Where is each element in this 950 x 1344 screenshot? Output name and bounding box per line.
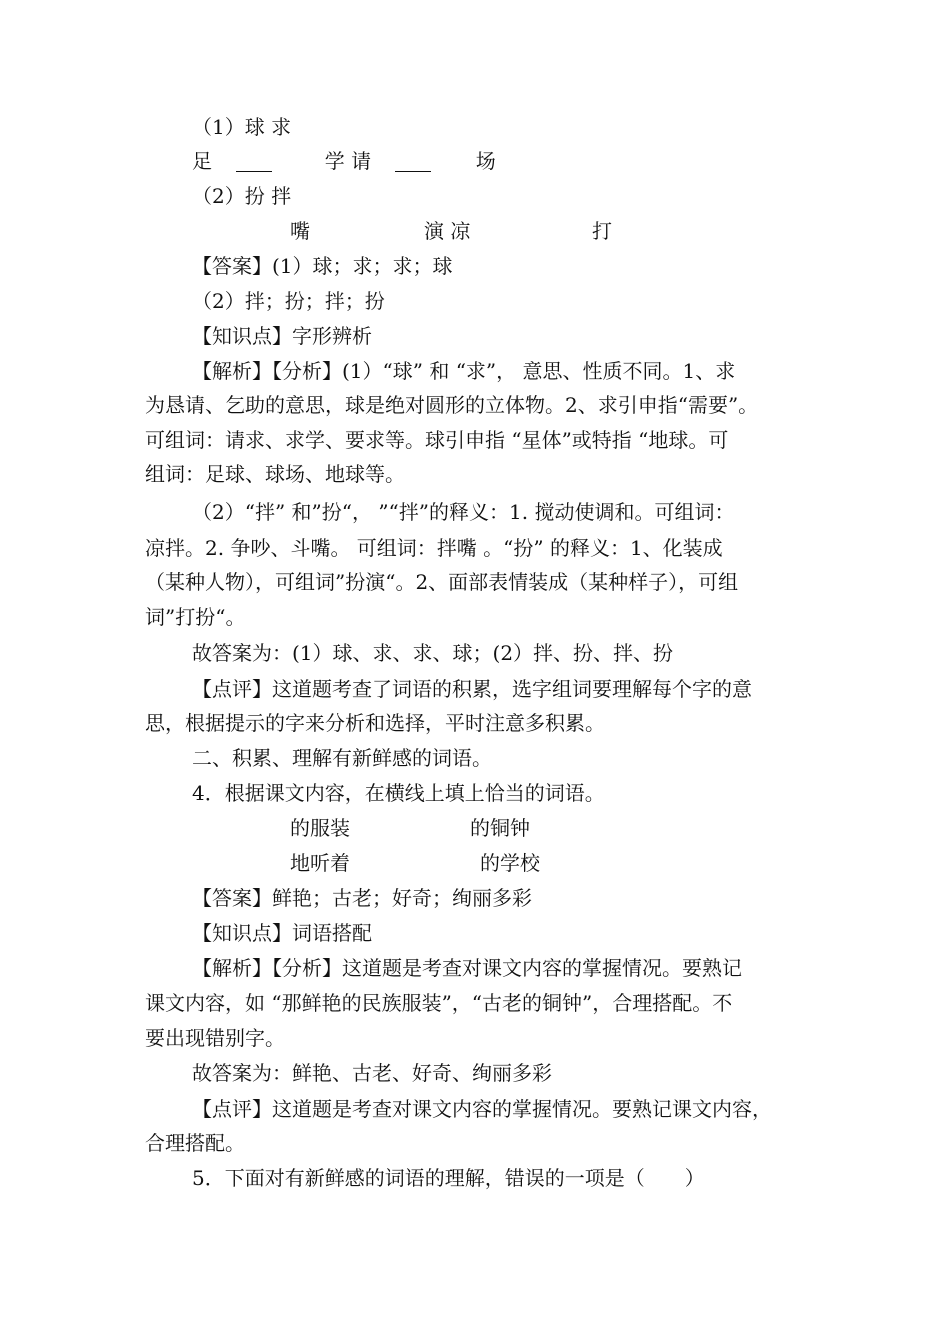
q4-title: 4．根据课文内容，在横线上填上恰当的词语。 <box>192 781 605 805</box>
q5-title: 5．下面对有新鲜感的词语的理解，错误的一项是（ ） <box>192 1166 705 1190</box>
fill-blank[interactable] <box>236 151 272 172</box>
q4-final-answer: 故答案为：鲜艳、古老、好奇、绚丽多彩 <box>192 1061 552 1085</box>
q3-analysis-line: 组词：足球、球场、地球等。 <box>145 462 405 486</box>
q3-part1-word-b: 学 请 <box>324 149 372 173</box>
q4-answer: 【答案】鲜艳；古老；好奇；绚丽多彩 <box>192 886 532 910</box>
q4-word: 地听着 <box>290 851 350 875</box>
q3-part1-word-a: 足 <box>192 149 212 173</box>
q4-knowledge: 【知识点】词语搭配 <box>192 921 372 945</box>
q3-part2-label: （2）扮 拌 <box>192 184 292 208</box>
fill-blank[interactable] <box>395 151 431 172</box>
q4-comment-line: 合理搭配。 <box>145 1131 245 1155</box>
q4-comment-line: 【点评】这道题是考查对课文内容的掌握情况。要熟记课文内容， <box>192 1097 772 1121</box>
q4-word: 的服装 <box>290 816 350 840</box>
q4-analysis-line: 【解析】【分析】这道题是考查对课文内容的掌握情况。要熟记 <box>192 956 742 980</box>
section-heading: 二、积累、理解有新鲜感的词语。 <box>192 746 492 770</box>
q4-analysis-line: 课文内容，如 “那鲜艳的民族服装”，“古老的铜钟”，合理搭配。不 <box>145 991 733 1015</box>
q3-part2-word-c: 打 <box>592 219 612 243</box>
q3-answer-1: 【答案】(1）球；求；求；球 <box>192 254 453 278</box>
q3-analysis-line: 凉拌。2. 争吵、斗嘴。 可组词：拌嘴 。“扮” 的释义：1、化装成 <box>145 536 723 560</box>
q3-analysis-line: （2）“拌” 和”扮“， ”“拌”的释义：1. 搅动使调和。可组词： <box>192 500 735 524</box>
q3-part1-word-c: 场 <box>475 149 496 173</box>
q4-word: 的学校 <box>480 851 540 875</box>
q3-comment-line: 【点评】这道题考查了词语的积累，选字组词要理解每个字的意 <box>192 677 752 701</box>
q3-part1-label: （1）球 求 <box>192 115 292 139</box>
q3-answer-2: （2）拌；扮；拌；扮 <box>192 289 385 313</box>
q3-final-answer: 故答案为：(1）球、求、求、球；(2）拌、扮、拌、扮 <box>192 641 674 665</box>
q3-knowledge: 【知识点】字形辨析 <box>192 324 372 348</box>
q3-analysis-line: 为恳请、乞助的意思，球是绝对圆形的立体物。2、求引申指“需要”。 <box>145 393 759 417</box>
q3-part1-row <box>192 146 496 176</box>
q3-part2-word-b: 演 凉 <box>424 219 471 243</box>
q3-analysis-line: （某种人物），可组词”扮演“。2、面部表情装成（某种样子），可组 <box>145 570 739 594</box>
q3-analysis-line: 【解析】【分析】(1）“球” 和 “求”， 意思、性质不同。1、求 <box>192 359 736 383</box>
q4-analysis-line: 要出现错别字。 <box>145 1026 285 1050</box>
q3-analysis-line: 可组词：请求、求学、要求等。球引申指 “星体”或特指 “地球。可 <box>145 428 729 452</box>
q4-word: 的铜钟 <box>470 816 530 840</box>
q3-analysis-line: 词”打扮“。 <box>145 605 246 629</box>
q3-comment-line: 思，根据提示的字来分析和选择，平时注意多积累。 <box>145 711 605 735</box>
q3-part2-word-a: 嘴 <box>290 219 310 243</box>
